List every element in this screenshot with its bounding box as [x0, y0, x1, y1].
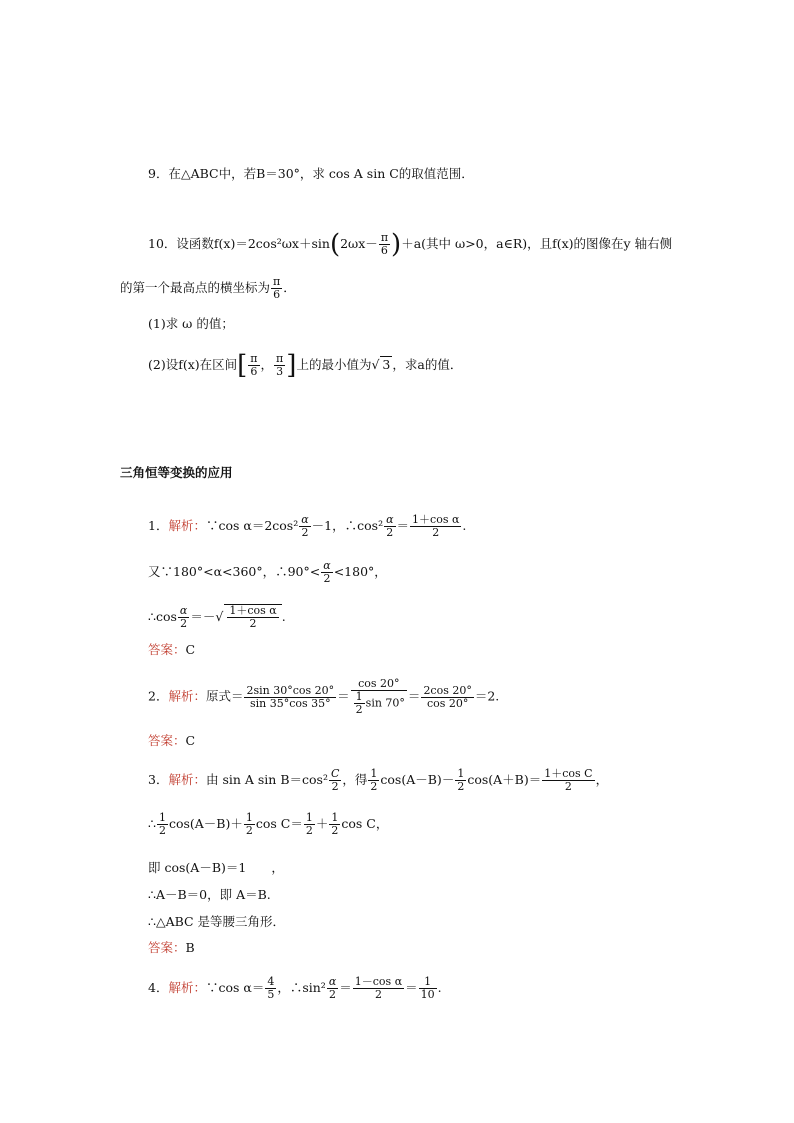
- fraction-1pluscos-2: $\frac{\text{1＋cos α}}{2}$: [412, 513, 460, 539]
- fraction-alpha-2: $\frac{\alpha}{2}$: [179, 604, 188, 630]
- solution-1-line1: 1．解析：∵cos α＝2cos² $\frac{\alpha}{2}$ －1，∴cos² $\frac{\alpha}{2}$ ＝ $\frac{\text{1＋cos α}}{2}$ .: [148, 513, 467, 539]
- solution-3-answer: 答案：B: [148, 940, 195, 955]
- solution-2-answer: 答案：C: [148, 733, 196, 748]
- problem-10-q2: (2)设f(x)在区间[ $\frac{\pi}{6}$ ， $\frac{\pi}{3}$ ]上的最小值为√ 3 ，求a的值．: [148, 350, 463, 381]
- solution-3-line2: ∴ $\frac{1}{2}$ cos(A－B)＋ $\frac{1}{2}$ cos C＝ $\frac{1}{2}$ ＋ $\frac{1}{2}$ cos C，: [148, 811, 389, 837]
- fraction-pi-6: $\frac{\pi}{6}$: [250, 352, 258, 378]
- solution-3-line4: ∴A－B＝0，即 A＝B.: [148, 887, 271, 902]
- fraction-pi-6: $\frac{\pi}{6}$: [273, 275, 281, 301]
- solution-3-line1: 3．解析：由 sin A sin B＝cos² $\frac{C}{2}$ ，得 $\frac{1}{2}$ cos(A－B)－ $\frac{1}{2}$ cos(A＋B)＝ $\frac{\text{1＋cos C}}{2}$ ，: [148, 767, 609, 793]
- fraction-alpha-2: $\frac{\alpha}{2}$: [323, 559, 331, 585]
- solution-1-line2: 又∵180°<α<360°，∴90°< $\frac{\alpha}{2}$ <180°，: [148, 559, 387, 585]
- solution-2-line1: 2．解析：原式＝ $\frac{2\sin 30^\circ\cos 20^\circ}{\sin 35^\circ\cos 35^\circ}$ ＝ cos 20° $\frac{1}{2}$ sin 70° ＝ $\frac{2\cos 20^\circ}{\cos 20^\circ}$ ＝2.: [148, 677, 500, 716]
- solution-1-line3: ∴cos $\frac{\alpha}{2}$ ＝－√ $\frac{\text{1＋cos α}}{2}$ .: [148, 604, 286, 630]
- problem-10-line2: 的第一个最高点的横坐标为 $\frac{\pi}{6}$ ．: [120, 275, 296, 301]
- problem-9: 9．在△ABC中，若B＝30°，求 cos A sin C的取值范围．: [148, 166, 474, 181]
- fraction-alpha-2: $\frac{\alpha}{2}$: [301, 513, 309, 539]
- fraction-pi-6: $\frac{\pi}{6}$: [380, 231, 389, 257]
- solution-3-line5: ∴△ABC 是等腰三角形．: [148, 914, 286, 929]
- fraction-pi-3: $\frac{\pi}{3}$: [276, 352, 284, 378]
- solution-1-answer: 答案：C: [148, 642, 196, 657]
- fraction-1pluscos-2: $\frac{\text{1＋cos α}}{2}$: [229, 604, 277, 630]
- solution-4-line1: 4．解析：∵cos α＝ $\frac{4}{5}$ ，∴sin² $\frac{\alpha}{2}$ ＝ $\frac{\text{1－cos α}}{2}$ ＝ $\frac{1}{10}$ .: [148, 975, 442, 1001]
- section-title: 三角恒等变换的应用: [120, 465, 233, 480]
- fraction-alpha-2: $\frac{\alpha}{2}$: [386, 513, 394, 539]
- problem-10-q1: (1)求 ω 的值；: [148, 316, 234, 331]
- solution-3-line3: 即 cos(A－B)＝1 ，: [148, 860, 284, 875]
- problem-10-line1: 10．设函数f(x)＝2cos²ωx＋sin(2ωx－ $\frac{\pi}{6}$ )＋a(其中 ω>0，a∈R)，且f(x)的图像在y 轴右侧: [148, 229, 673, 260]
